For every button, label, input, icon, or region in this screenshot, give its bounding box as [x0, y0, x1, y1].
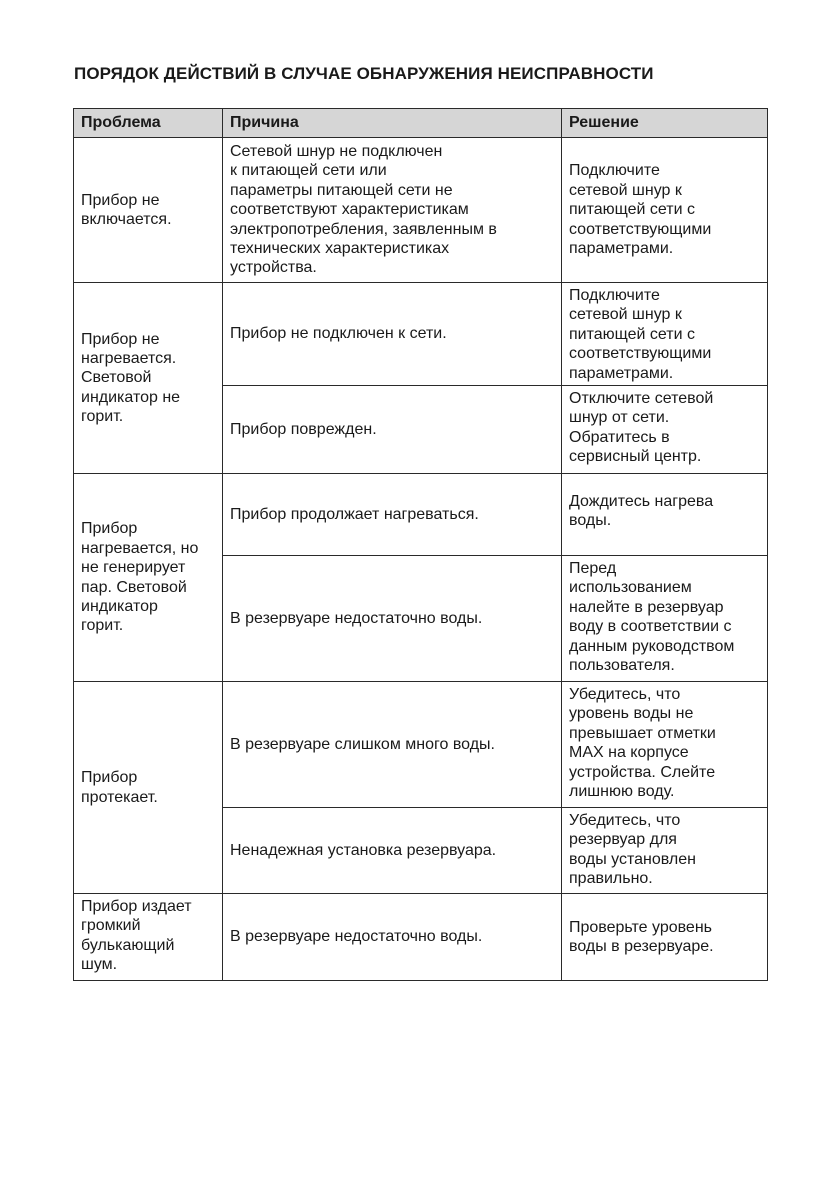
solution-cell: Убедитесь, что уровень воды не превышает отметки MAX на корпусе устройства. Слейте лишнюю воду. [562, 682, 768, 808]
cause-cell: Прибор не подключен к сети. [223, 283, 562, 386]
solution-cell: Дождитесь нагрева воды. [562, 474, 768, 556]
problem-cell: Прибор издает громкий булькающий шум. [74, 894, 223, 981]
page-title: ПОРЯДОК ДЕЙСТВИЙ В СЛУЧАЕ ОБНАРУЖЕНИЯ НЕИСПРАВНОСТИ [74, 64, 654, 83]
table-row [74, 283, 768, 386]
solution-cell: Перед использованием налейте в резервуар воду в соответствии с данным руководством пользователя. [562, 556, 768, 682]
solution-cell: Проверьте уровень воды в резервуаре. [562, 894, 768, 981]
solution-cell: Отключите сетевой шнур от сети. Обратитесь в сервисный центр. [562, 386, 768, 474]
cause-cell: Прибор продолжает нагреваться. [223, 474, 562, 556]
cause-cell: В резервуаре недостаточно воды. [223, 894, 562, 981]
solution-cell: Подключите сетевой шнур к питающей сети с соответствующими параметрами. [562, 138, 768, 283]
problem-cell: Прибор протекает. [74, 682, 223, 894]
problem-cell: Прибор не включается. [74, 138, 223, 283]
cause-cell: В резервуаре слишком много воды. [223, 682, 562, 808]
troubleshooting-table [73, 108, 768, 981]
table-header-row [74, 109, 768, 138]
table-row [74, 138, 768, 283]
table-row [74, 474, 768, 556]
header-cause: Причина [223, 109, 562, 138]
table-row [74, 682, 768, 808]
problem-cell: Прибор не нагревается. Световой индикатор не горит. [74, 283, 223, 474]
table-row [74, 894, 768, 981]
header-problem: Проблема [74, 109, 223, 138]
solution-cell: Убедитесь, что резервуар для воды установлен правильно. [562, 808, 768, 894]
header-solution: Решение [562, 109, 768, 138]
cause-cell: Сетевой шнур не подключен к питающей сети или параметры питающей сети не соответствуют характеристикам электропотребления, заявленным в технических характеристиках устройства. [223, 138, 562, 283]
problem-cell: Прибор нагревается, но не генерирует пар. Световой индикатор горит. [74, 474, 223, 682]
cause-cell: Ненадежная установка резервуара. [223, 808, 562, 894]
cause-cell: Прибор поврежден. [223, 386, 562, 474]
solution-cell: Подключите сетевой шнур к питающей сети с соответствующими параметрами. [562, 283, 768, 386]
cause-cell: В резервуаре недостаточно воды. [223, 556, 562, 682]
